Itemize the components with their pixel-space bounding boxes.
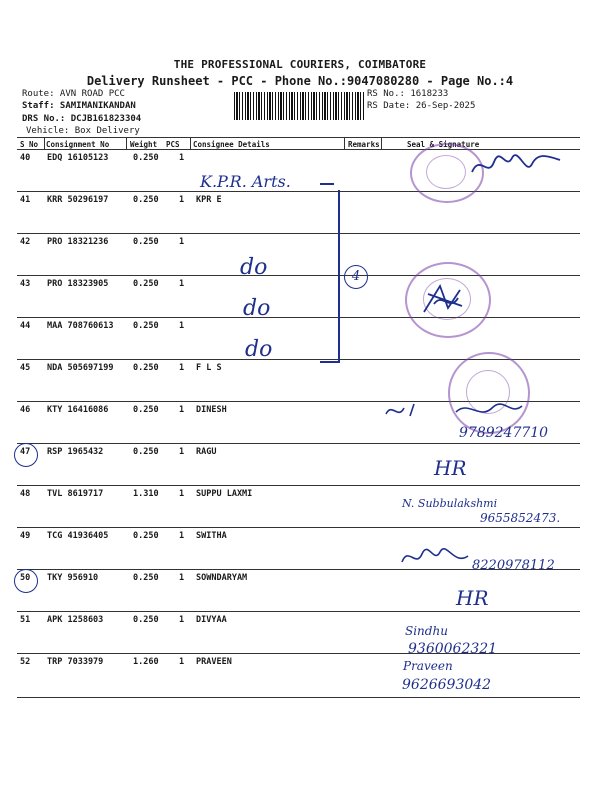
- col-divider: [381, 137, 382, 149]
- row-sno: 41: [20, 195, 31, 205]
- handwritten-do: do: [240, 255, 268, 280]
- row-consignee: DINESH: [196, 405, 227, 415]
- handwritten-name: Sindhu: [405, 624, 448, 638]
- row-consignee: DIVYAA: [196, 615, 227, 625]
- row-consignee: KPR E: [196, 195, 222, 205]
- signature-scribble: [420, 282, 466, 316]
- row-divider: [17, 275, 580, 276]
- row-divider: [17, 611, 580, 612]
- staff-label: Staff: SAMIMANIKANDAN: [22, 101, 136, 111]
- handwritten-circled-number: 4: [344, 265, 368, 289]
- row-consignment: TRP 7033979: [47, 657, 104, 667]
- signature-scribble: [470, 150, 562, 182]
- row-weight: 0.250: [133, 237, 159, 247]
- row-pcs: 1: [179, 573, 185, 583]
- handwritten-do: do: [245, 337, 273, 362]
- vehicle-label: Vehicle: Box Delivery: [26, 126, 140, 136]
- row-weight: 0.250: [133, 153, 159, 163]
- company-title: THE PROFESSIONAL COURIERS, COIMBATORE: [173, 58, 427, 71]
- handwritten-signature: N. Subbulakshmi: [402, 497, 498, 510]
- barcode: [234, 92, 364, 120]
- row-divider: [17, 485, 580, 486]
- col-sno: S No: [20, 140, 39, 149]
- circle-mark-50: [14, 569, 38, 593]
- row-sno: 47: [20, 447, 31, 457]
- row-weight: 1.310: [133, 489, 159, 499]
- col-divider: [126, 137, 127, 149]
- handwritten-phone: 9789247710: [459, 425, 549, 441]
- handwritten-phone: 9655852473.: [480, 511, 561, 525]
- row-pcs: 1: [179, 615, 185, 625]
- handwritten-kpr: K.P.R. Arts.: [200, 172, 291, 191]
- table-bottom-line: [17, 697, 580, 698]
- runsheet-title: Delivery Runsheet - PCC - Phone No.:9047080280 - Page No.:4: [86, 74, 514, 88]
- row-pcs: 1: [179, 195, 185, 205]
- row-pcs: 1: [179, 447, 185, 457]
- row-sno: 49: [20, 531, 31, 541]
- signature-scribble: [400, 544, 470, 570]
- col-remarks: Remarks: [348, 140, 380, 149]
- row-consignment: KRR 50296197: [47, 195, 109, 205]
- col-seal-signature: Seal & Signature: [407, 140, 480, 149]
- row-pcs: 1: [179, 153, 185, 163]
- col-divider: [44, 137, 45, 149]
- col-divider: [344, 137, 345, 149]
- row-weight: 0.250: [133, 447, 159, 457]
- row-sno: 51: [20, 615, 31, 625]
- row-consignment: PRO 18321236: [47, 237, 109, 247]
- row-pcs: 1: [179, 237, 185, 247]
- row-consignment: TCG 41936405: [47, 531, 109, 541]
- row-consignee: SWITHA: [196, 531, 227, 541]
- row-pcs: 1: [179, 489, 185, 499]
- row-weight: 0.250: [133, 321, 159, 331]
- row-consignee: SOWNDARYAM: [196, 573, 248, 583]
- drs-label: DRS No.: DCJB161823304: [22, 114, 142, 124]
- col-pcs: PCS: [166, 140, 180, 149]
- handwritten-initials: HR: [456, 586, 489, 610]
- row-sno: 44: [20, 321, 31, 331]
- row-sno: 42: [20, 237, 31, 247]
- route-label: Route: AVN ROAD PCC: [22, 89, 125, 99]
- table-top-line: [17, 137, 580, 138]
- row-divider: [17, 191, 580, 192]
- row-consignment: TVL 8619717: [47, 489, 104, 499]
- row-consignment: NDA 505697199: [47, 363, 114, 373]
- handwritten-bracket: [338, 190, 340, 362]
- row-divider: [17, 317, 580, 318]
- row-weight: 0.250: [133, 195, 159, 205]
- row-consignment: EDQ 16105123: [47, 153, 109, 163]
- row-divider: [17, 233, 580, 234]
- row-pcs: 1: [179, 363, 185, 373]
- row-consignee: PRAVEEN: [196, 657, 232, 667]
- row-sno: 40: [20, 153, 31, 163]
- row-sno: 45: [20, 363, 31, 373]
- row-divider: [17, 443, 580, 444]
- row-sno: 43: [20, 279, 31, 289]
- handwritten-do: do: [243, 296, 271, 321]
- circle-mark-47: [14, 443, 38, 467]
- handwritten-phone: 9360062321: [408, 641, 498, 657]
- row-sno: 52: [20, 657, 31, 667]
- row-consignee: RAGU: [196, 447, 217, 457]
- row-pcs: 1: [179, 279, 185, 289]
- row-weight: 0.250: [133, 615, 159, 625]
- row-consignee: SUPPU LAXMI: [196, 489, 253, 499]
- row-weight: 0.250: [133, 279, 159, 289]
- col-consignee: Consignee Details: [193, 140, 270, 149]
- handwritten-bracket-foot: [320, 361, 340, 363]
- rs-number: RS No.: 1618233: [367, 89, 449, 99]
- row-consignment: TKY 956910: [47, 573, 99, 583]
- handwritten-initials: HR: [434, 456, 467, 480]
- row-weight: 0.250: [133, 531, 159, 541]
- row-sno: 46: [20, 405, 31, 415]
- row-consignment: PRO 18323905: [47, 279, 109, 289]
- handwritten-phone: 8220978112: [472, 558, 555, 573]
- row-pcs: 1: [179, 405, 185, 415]
- row-sno: 48: [20, 489, 31, 499]
- col-weight: Weight: [130, 140, 158, 149]
- rs-date: RS Date: 26-Sep-2025: [367, 101, 476, 111]
- handwritten-dash: [320, 183, 334, 185]
- row-weight: 1.260: [133, 657, 159, 667]
- handwritten-phone: 9626693042: [402, 677, 492, 693]
- row-weight: 0.250: [133, 405, 159, 415]
- signature-scribble: [384, 398, 524, 424]
- row-consignment: MAA 708760613: [47, 321, 114, 331]
- row-weight: 0.250: [133, 363, 159, 373]
- row-consignment: APK 1258603: [47, 615, 104, 625]
- handwritten-name: Praveen: [403, 659, 453, 673]
- col-consignment: Consignment No: [46, 140, 110, 149]
- row-pcs: 1: [179, 657, 185, 667]
- row-consignment: KTY 16416086: [47, 405, 109, 415]
- row-divider: [17, 527, 580, 528]
- row-pcs: 1: [179, 531, 185, 541]
- row-consignment: RSP 1965432: [47, 447, 104, 457]
- col-divider: [190, 137, 191, 149]
- row-pcs: 1: [179, 321, 185, 331]
- row-weight: 0.250: [133, 573, 159, 583]
- row-sno: 50: [20, 573, 31, 583]
- row-consignee: F L S: [196, 363, 222, 373]
